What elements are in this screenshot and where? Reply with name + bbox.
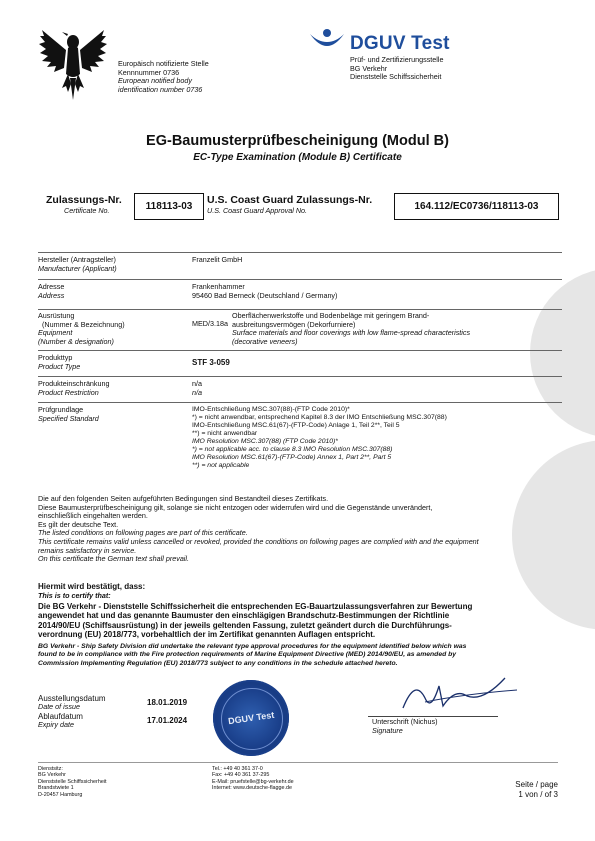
expiry-date-value: 17.01.2024	[147, 716, 188, 725]
label-de: (Nummer & Bezeichnung)	[42, 319, 125, 329]
footer-line: Fax: +49 40 361 37-295	[212, 772, 270, 779]
footer-line: Tel.: +49 40 361 37-0	[212, 766, 263, 772]
certificate-label-en: Certificate No.	[64, 206, 110, 215]
page-number: 1 von / of 3	[518, 790, 558, 799]
manufacturer-value: Franzelit GmbH	[192, 255, 243, 264]
uscg-label: U.S. Coast Guard Zulassungs-Nr.	[207, 194, 373, 206]
equipment-desc-line: (decorative veneers)	[232, 336, 298, 346]
dguv-line: BG Verkehr	[350, 63, 388, 73]
equipment-description	[232, 312, 542, 346]
signature-mark	[395, 668, 525, 716]
footer-line: E-Mail: pruefstelle@bg-verkehr.de	[212, 778, 294, 785]
label-de: Ablaufdatum	[38, 712, 83, 721]
label-de: Prüfgrundlage	[38, 405, 84, 414]
certificate-number: 118113-03	[134, 193, 204, 220]
footer-line: Dienstsitz:	[38, 766, 63, 772]
footer-line: Internet: www.deutsche-flagge.de	[212, 785, 293, 792]
decorative-circle-upper	[530, 268, 595, 438]
notified-body-line: identification number 0736	[118, 84, 203, 94]
dguv-logo-icon	[308, 28, 346, 54]
product-restriction-value	[192, 380, 537, 397]
standard-line: **) = not applicable	[192, 462, 250, 469]
divider	[38, 279, 562, 280]
footer-line: Dienststelle Schiffssicherheit	[38, 778, 107, 785]
standard-line: IMO Resolution MSC.307(88) (FTP Code 2010)*	[192, 438, 338, 445]
confirmation-heading: Hiermit wird bestätigt, dass:	[38, 582, 146, 591]
label-en: Address	[38, 290, 65, 300]
issue-date-value: 18.01.2019	[147, 698, 188, 707]
conditions-line: Die auf den folgenden Seiten aufgeführten Bedingungen sind Bestandteil dieses Zertifikats.	[38, 494, 329, 503]
standard-label	[38, 406, 99, 423]
label-de: Hersteller (Antragsteller)	[38, 255, 116, 264]
standard-line: IMO-Entschließung MSC.307(88)-(FTP Code 2010)*	[192, 406, 350, 413]
product-type-value: STF 3-059	[192, 358, 230, 367]
confirmation-line: Commission Implementing Regulation (EU) 2018/773 subject to any conditions in the schedule attached hereto.	[38, 659, 398, 667]
page-title: EG-Baumusterprüfbescheinigung (Modul B)	[146, 133, 449, 149]
footer-divider	[38, 762, 558, 763]
conditions-line: remains satisfactory in service.	[38, 545, 137, 555]
signature-label-en: Signature	[372, 726, 403, 735]
label-en: Product Restriction	[38, 387, 99, 397]
restriction-value: n/a	[192, 387, 202, 397]
confirmation-line: 2014/90/EU (Schiffsausrüstung) in der jeweils geltenden Fassung, zuletzt geändert durch die Durchführungs-	[38, 620, 452, 630]
label-de: Produkttyp	[38, 353, 73, 362]
seal-text: DGUV Test	[227, 709, 275, 727]
label-en: (Number & designation)	[38, 336, 114, 346]
dguv-logo-text: DGUV Test	[350, 33, 450, 54]
equipment-desc-line: Surface materials and floor coverings with low flame-spread characteristics	[232, 328, 471, 338]
manufacturer-label	[38, 256, 117, 273]
standard-value	[192, 406, 522, 470]
confirmation-line: found to be in compliance with the Fire protection requirements of Marine Equipment Directive (MED) 2014/90/EU, as amended by	[38, 651, 457, 659]
label-en: Manufacturer (Applicant)	[38, 263, 117, 273]
label-en: Product Type	[38, 361, 81, 371]
label-en: Specified Standard	[38, 413, 99, 423]
dguv-line: Prüf- und Zertifizierungsstelle	[350, 55, 444, 64]
product-restriction-label	[38, 380, 110, 397]
label-en: Equipment	[38, 328, 73, 338]
official-seal	[213, 680, 289, 756]
confirmation-line: angewendet hat und das genannte Baumuster den einschlägigen Brandschutz-Bestimmungen der Richtlinie	[38, 611, 450, 621]
equipment-code: MED/3.18a	[192, 319, 228, 328]
address-line: Frankenhammer	[192, 282, 245, 291]
conditions-line: This certificate remains valid unless cancelled or revoked, provided the conditions on following pages are complied with and the equipment	[38, 536, 479, 546]
notified-body-info	[118, 60, 209, 94]
divider	[38, 402, 562, 403]
address-value	[192, 283, 537, 300]
uscg-label-en: U.S. Coast Guard Approval No.	[207, 206, 308, 215]
conditions-text	[38, 495, 533, 564]
divider	[38, 252, 562, 253]
label-en: Expiry date	[38, 720, 74, 730]
notified-body-line: Europäisch notifizierte Stelle	[118, 59, 209, 68]
issue-date-label	[38, 694, 106, 712]
standard-line: IMO Resolution MSC.61(67)-(FTP-Code) Annex 1, Part 2**, Part 5	[192, 454, 392, 461]
equipment-label	[38, 312, 125, 346]
divider	[38, 309, 562, 310]
footer-line: D-20457 Hamburg	[38, 791, 83, 798]
standard-line: **) = nicht anwendbar	[192, 430, 258, 437]
footer-line: BG Verkehr	[38, 772, 66, 779]
standard-line: *) = nicht anwendbar, entsprechend Kapitel 8.3 der IMO Entschließung MSC.307(88)	[192, 414, 447, 421]
dguv-info	[350, 56, 443, 82]
confirmation-line: verordnung (EU) 2018/773, vorbehaltlich der im Zertifikat genannten Auflagen entspricht.	[38, 630, 376, 640]
confirmation-body	[38, 602, 558, 640]
confirmation-line: BG Verkehr - Ship Safety Division did undertake the relevant type approval procedures for the equipment identified below which was	[38, 643, 467, 650]
address-line: 95460 Bad Berneck (Deutschland / Germany)	[192, 290, 338, 300]
equipment-desc-line: Oberflächenwerkstoffe und Bodenbeläge mit geringem Brand-	[232, 311, 430, 320]
product-type-label	[38, 354, 80, 371]
label-de: Ausstellungsdatum	[38, 694, 106, 703]
footer-line: Brandstwiete 1	[38, 785, 74, 792]
label-de: Adresse	[38, 282, 65, 291]
restriction-value: n/a	[192, 379, 202, 388]
label-de: Ausrüstung	[38, 311, 75, 320]
federal-eagle-icon	[38, 22, 108, 102]
notified-body-line: European notified body	[118, 76, 192, 86]
confirmation-line: Die BG Verkehr - Dienststelle Schiffssicherheit die entsprechenden EG-Bauartzulassungsverfahren zur Bewertung	[38, 602, 473, 611]
conditions-line: Es gilt der deutsche Text.	[38, 519, 119, 529]
divider	[38, 376, 562, 377]
page-label: Seite / page	[515, 780, 558, 789]
page-subtitle: EC-Type Examination (Module B) Certificate	[193, 152, 402, 163]
divider	[38, 350, 562, 351]
standard-line: IMO-Entschließung MSC.61(67)-(FTP-Code) Anlage 1, Teil 2**, Teil 5	[192, 422, 400, 429]
label-de: Produkteinschränkung	[38, 379, 110, 388]
equipment-desc-line: ausbreitungsvermögen (Dekorfurniere)	[232, 319, 356, 329]
notified-body-line: Kennnummer 0736	[118, 67, 180, 77]
certificate-label: Zulassungs-Nr.	[46, 194, 122, 206]
address-label	[38, 283, 64, 300]
conditions-line: On this certificate the German text shall prevail.	[38, 554, 190, 564]
uscg-number: 164.112/EC0736/118113-03	[394, 193, 559, 220]
conditions-line: einschließlich eingehalten werden.	[38, 511, 148, 521]
expiry-date-label	[38, 712, 83, 730]
footer-address	[38, 766, 107, 798]
footer-contact	[212, 766, 294, 792]
dguv-line: Dienststelle Schiffssicherheit	[350, 72, 442, 82]
confirmation-body-en	[38, 643, 568, 668]
confirmation-heading-en: This is to certify that:	[38, 591, 111, 600]
standard-line: *) = not applicable acc. to clause 8.3 IMO Resolution MSC.307(88)	[192, 446, 393, 453]
conditions-line: The listed conditions on following pages are part of this certificate.	[38, 528, 248, 538]
label-en: Date of issue	[38, 702, 80, 712]
conditions-line: Diese Baumusterprüfbescheinigung gilt, solange sie nicht entzogen oder widerrufen wird und die Gegenstände unverändert,	[38, 502, 433, 512]
signature-label: Unterschrift (Nichus)	[372, 717, 438, 726]
